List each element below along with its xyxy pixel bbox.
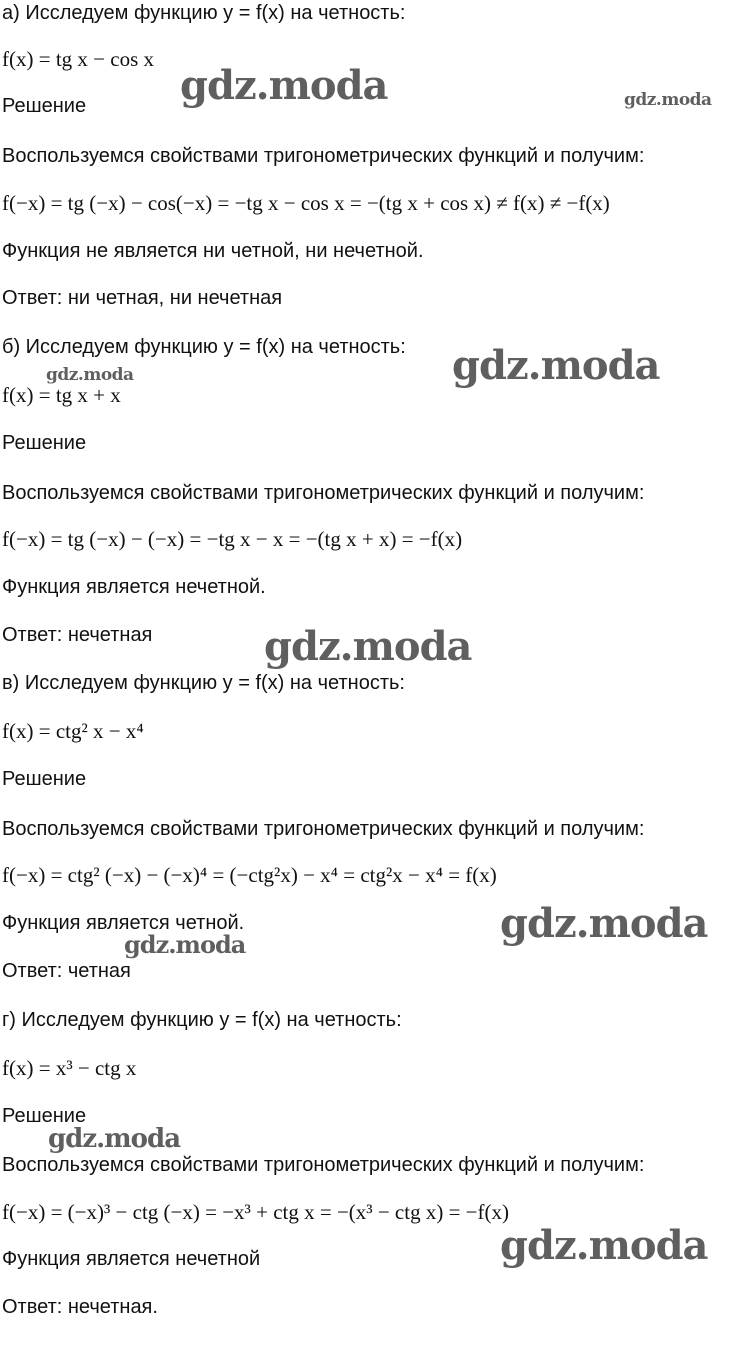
section-a-intro: Воспользуемся свойствами тригонометрических функций и получим: <box>2 145 645 167</box>
watermark-logo: gdz.moda <box>264 623 472 670</box>
section-b-conclusion: Функция является нечетной. <box>2 576 266 598</box>
section-c-derivation: f(−x) = ctg² (−x) − (−x)⁴ = (−ctg²x) − x⁴ = ctg²x − x⁴ = f(x) <box>2 863 497 887</box>
section-a-solution-label: Решение <box>2 95 87 117</box>
section-d-intro: Воспользуемся свойствами тригонометрических функций и получим: <box>2 1154 645 1176</box>
section-d-solution-label: Решение <box>2 1105 87 1127</box>
watermark-logo: gdz.moda <box>500 1222 708 1269</box>
watermark-logo: gdz.moda <box>452 342 660 389</box>
watermark-logo: gdz.moda <box>624 90 712 110</box>
section-a-answer: Ответ: ни четная, ни нечетная <box>2 287 283 309</box>
watermark-logo: gdz.moda <box>180 62 388 109</box>
section-c-conclusion: Функция является четной. <box>2 912 245 934</box>
section-c-heading: в) Исследуем функцию y = f(x) на четность: <box>2 672 405 694</box>
section-d-conclusion: Функция является нечетной <box>2 1248 261 1270</box>
section-a-conclusion: Функция не является ни четной, ни нечетной. <box>2 240 424 262</box>
section-c-function: f(x) = ctg² x − x⁴ <box>2 719 144 743</box>
watermark-logo: gdz.moda <box>500 900 708 947</box>
section-c-solution-label: Решение <box>2 768 87 790</box>
section-c-intro: Воспользуемся свойствами тригонометрических функций и получим: <box>2 818 645 840</box>
section-b-solution-label: Решение <box>2 432 87 454</box>
section-d-answer: Ответ: нечетная. <box>2 1296 158 1318</box>
section-b-answer: Ответ: нечетная <box>2 624 153 646</box>
watermark-logo: gdz.moda <box>48 1124 181 1154</box>
section-b-intro: Воспользуемся свойствами тригонометрических функций и получим: <box>2 482 645 504</box>
section-d-derivation: f(−x) = (−x)³ − ctg (−x) = −x³ + ctg x = −(x³ − ctg x) = −f(x) <box>2 1200 509 1224</box>
watermark-logo: gdz.moda <box>124 930 246 959</box>
section-b-function: f(x) = tg x + x <box>2 383 121 407</box>
watermark-logo: gdz.moda <box>46 365 134 385</box>
section-c-answer: Ответ: четная <box>2 960 131 982</box>
section-b-heading: б) Исследуем функцию y = f(x) на четность: <box>2 336 406 358</box>
section-b-derivation: f(−x) = tg (−x) − (−x) = −tg x − x = −(tg x + x) = −f(x) <box>2 527 463 551</box>
section-a-heading: а) Исследуем функцию y = f(x) на четность: <box>2 2 406 24</box>
section-d-function: f(x) = x³ − ctg x <box>2 1056 137 1080</box>
section-a-function: f(x) = tg x − cos x <box>2 47 154 71</box>
section-a-derivation: f(−x) = tg (−x) − cos(−x) = −tg x − cos x = −(tg x + cos x) ≠ f(x) ≠ −f(x) <box>2 191 610 215</box>
section-d-heading: г) Исследуем функцию y = f(x) на четность: <box>2 1009 402 1031</box>
